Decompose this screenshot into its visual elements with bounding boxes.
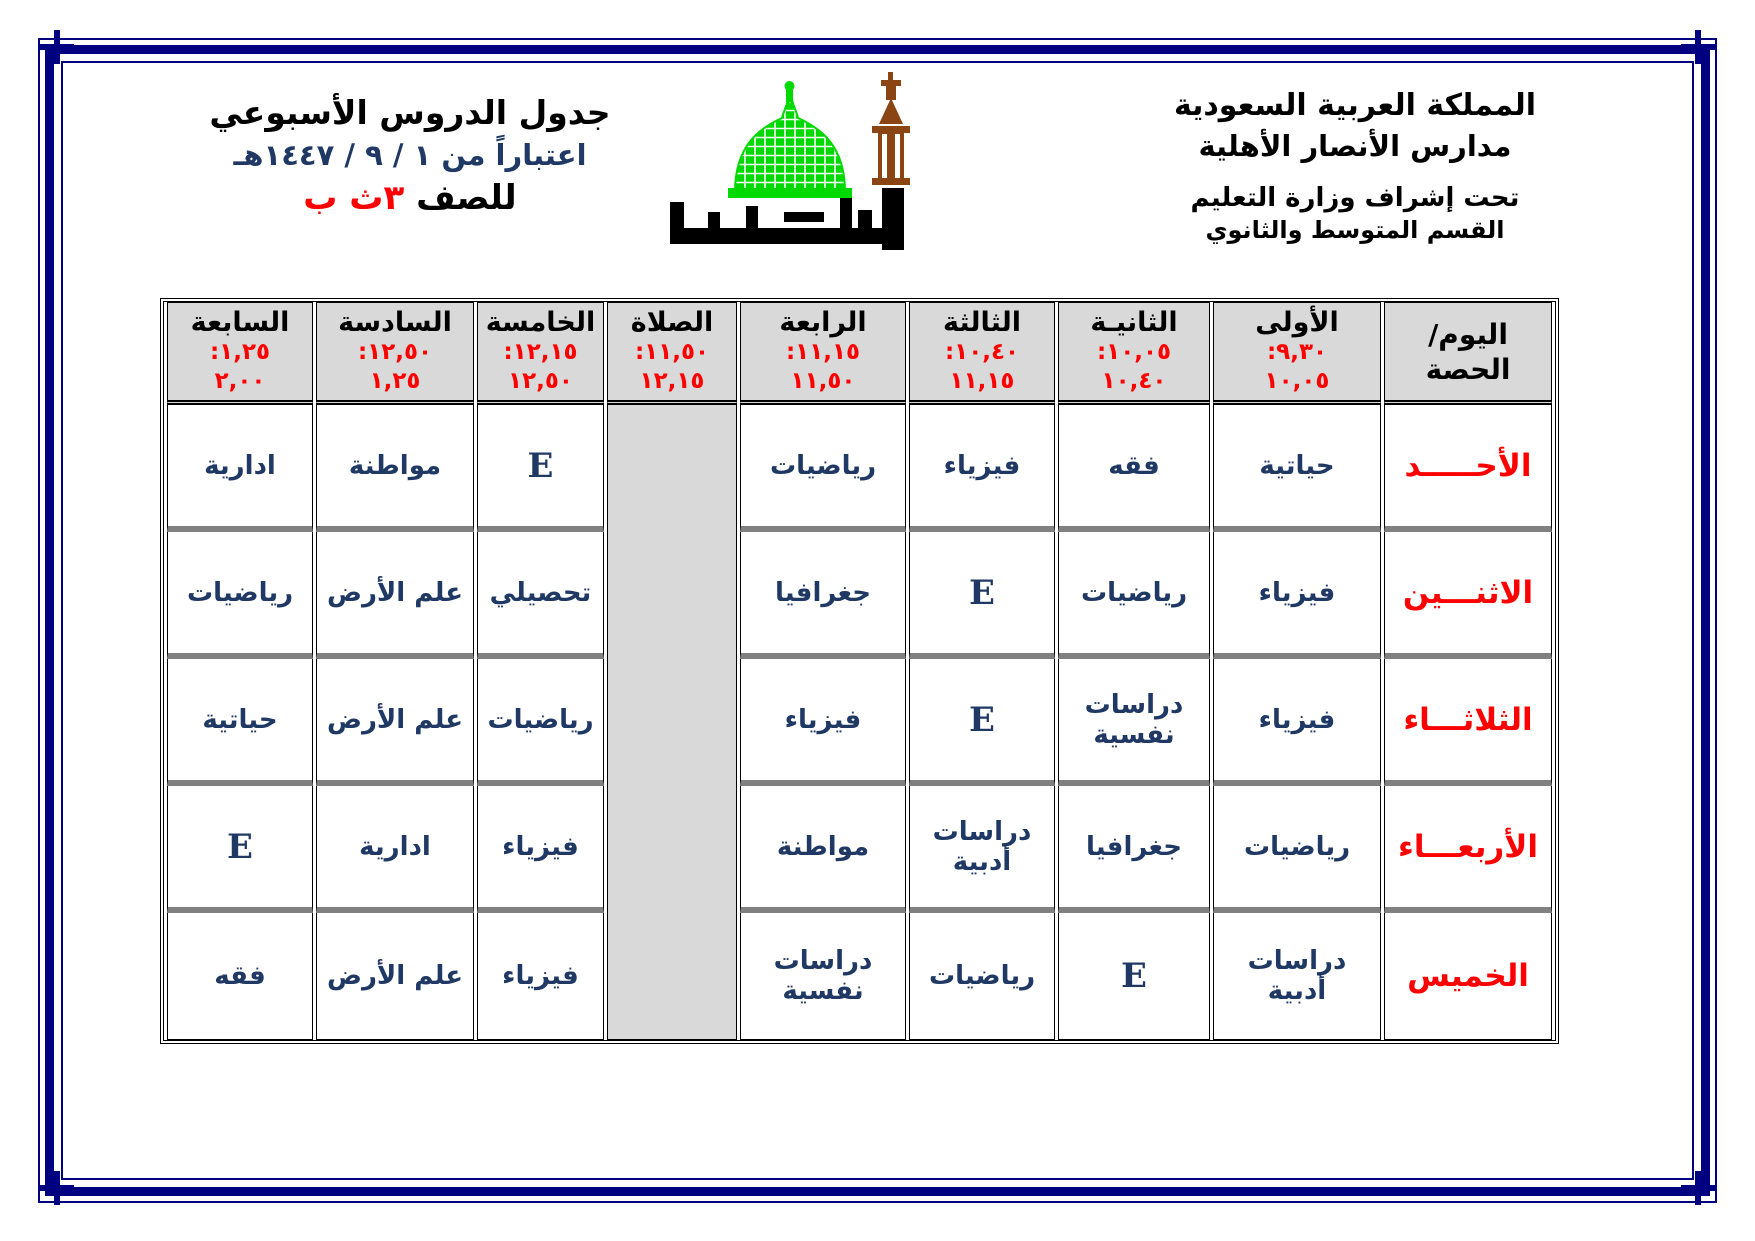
day-label: الاثنـــين [1384, 532, 1552, 659]
school-logo [650, 70, 960, 260]
school-name: مدارس الأنصار الأهلية [1198, 128, 1512, 163]
lesson-cell: علم الأرض [316, 913, 474, 1040]
country-name: المملكة العربية السعودية [1173, 88, 1537, 123]
lesson-cell: فقه [167, 913, 313, 1040]
period-header-5: الخامسة ١٢,١٥: ١٢,٥٠ [477, 302, 604, 405]
lesson-cell: ادارية [167, 405, 313, 532]
row-wednesday [167, 786, 1552, 913]
frame-corner-ornament [40, 1171, 74, 1205]
lesson-cell: رياضيات [477, 659, 604, 786]
lesson-cell: رياضيات [167, 532, 313, 659]
lesson-cell: رياضيات [1213, 786, 1381, 913]
lesson-cell: مواطنة [740, 786, 906, 913]
lesson-cell: دراسات نفسية [740, 913, 906, 1040]
lesson-cell: فيزياء [477, 786, 604, 913]
prayer-break-column [607, 405, 737, 1040]
row-thursday [167, 913, 1552, 1040]
lesson-cell: رياضيات [1058, 532, 1210, 659]
header-schedule-title [165, 92, 655, 223]
row-tuesday [167, 659, 1552, 786]
class-prefix: للصف [416, 178, 517, 219]
lesson-cell: فيزياء [1213, 532, 1381, 659]
lesson-cell: دراسات أدبية [1213, 913, 1381, 1040]
period-header-6: السادسة ١٢,٥٠: ١,٢٥ [316, 302, 474, 405]
lesson-cell: فيزياء [1213, 659, 1381, 786]
day-label: الثلاثـــاء [1384, 659, 1552, 786]
school-section: القسم المتوسط والثانوي [1205, 216, 1505, 245]
class-line [165, 175, 655, 223]
lesson-cell: علم الأرض [316, 532, 474, 659]
lesson-cell: فيزياء [740, 659, 906, 786]
lesson-cell: دراسات نفسية [1058, 659, 1210, 786]
period-header-7: السابعة ١,٢٥: ٢,٠٠ [167, 302, 313, 405]
period-header-4: الرابعة ١١,١٥: ١١,٥٠ [740, 302, 906, 405]
lesson-cell: E [477, 405, 604, 532]
lesson-cell: جغرافيا [1058, 786, 1210, 913]
lesson-cell: تحصيلي [477, 532, 604, 659]
header-row [167, 302, 1552, 405]
period-header-3: الثالثة ١٠,٤٠: ١١,١٥ [909, 302, 1055, 405]
lesson-cell: E [909, 659, 1055, 786]
lesson-cell: E [909, 532, 1055, 659]
day-label: الأحـــــد [1384, 405, 1552, 532]
day-period-header: اليوم/ الحصة [1384, 302, 1552, 405]
frame-corner-ornament [1681, 1171, 1715, 1205]
row-monday [167, 532, 1552, 659]
ministry-supervision: تحت إشراف وزارة التعليم [1190, 182, 1520, 213]
schedule-title: جدول الدروس الأسبوعي [209, 93, 611, 132]
timetable [160, 298, 1559, 1044]
prayer-header: الصلاة ١١,٥٠: ١٢,١٥ [607, 302, 737, 405]
effective-date: اعتباراً من ١ / ٩ / ١٤٤٧هـ [233, 137, 587, 172]
header-school-identification [1145, 86, 1565, 247]
lesson-cell: حياتية [167, 659, 313, 786]
lesson-cell: حياتية [1213, 405, 1381, 532]
period-header-2: الثانيـة ١٠,٠٥: ١٠,٤٠ [1058, 302, 1210, 405]
lesson-cell: دراسات أدبية [909, 786, 1055, 913]
lesson-cell: E [167, 786, 313, 913]
period-header-1: الأولى ٩,٣٠: ١٠,٠٥ [1213, 302, 1381, 405]
frame-corner-ornament [1681, 30, 1715, 64]
lesson-cell: جغرافيا [740, 532, 906, 659]
lesson-cell: رياضيات [740, 405, 906, 532]
class-value: ٣ث ب [303, 178, 405, 219]
day-label: الأربعـــاء [1384, 786, 1552, 913]
frame-corner-ornament [40, 30, 74, 64]
day-label: الخميس [1384, 913, 1552, 1040]
lesson-cell: مواطنة [316, 405, 474, 532]
lesson-cell: فيزياء [477, 913, 604, 1040]
lesson-cell: ادارية [316, 786, 474, 913]
weekly-timetable [163, 301, 1556, 1041]
lesson-cell: E [1058, 913, 1210, 1040]
lesson-cell: فيزياء [909, 405, 1055, 532]
lesson-cell: رياضيات [909, 913, 1055, 1040]
row-sunday [167, 405, 1552, 532]
lesson-cell: فقه [1058, 405, 1210, 532]
lesson-cell: علم الأرض [316, 659, 474, 786]
mosque-logo-icon [650, 70, 960, 260]
